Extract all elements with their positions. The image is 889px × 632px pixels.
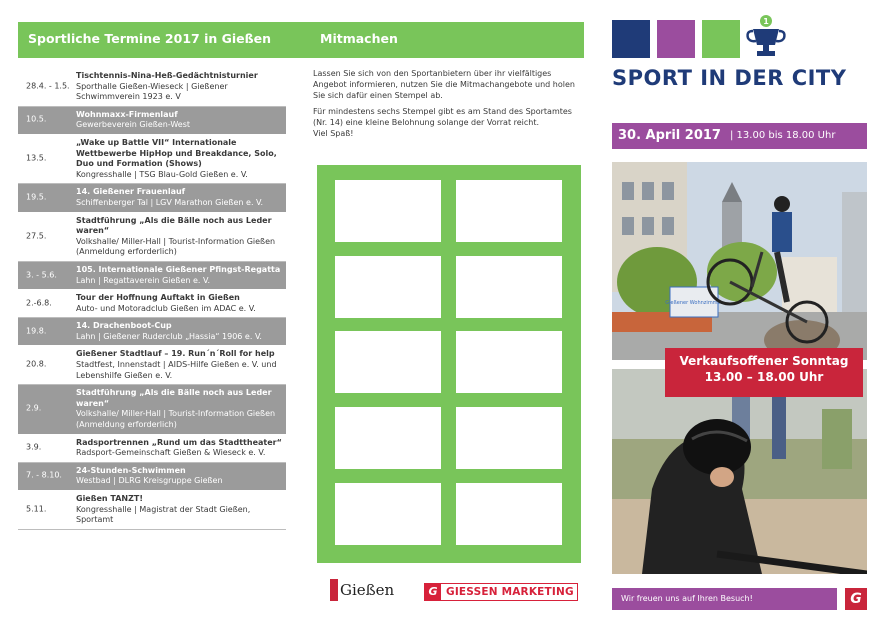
event-title: Stadtführung „Als die Bälle noch aus Leder waren“ — [76, 215, 272, 236]
event-date-label: 19.5. — [26, 192, 47, 202]
event-row — [18, 318, 286, 346]
bike-trial-photo — [612, 162, 867, 360]
navy-square — [612, 20, 650, 58]
event-title: Tischtennis-Nina-Heß-Gedächtnisturnier — [76, 71, 258, 80]
event-title: „Wake up Battle VII“ Internationale Wettbewerbe HipHop und Breakdance, Solo, Duo und Formation (Shows) — [76, 137, 277, 169]
mitmachen-text — [313, 68, 581, 144]
stamp-box — [335, 180, 441, 242]
event-title: Gießener Stadtlauf – 19. Run´n´Roll for help — [76, 349, 275, 359]
event-description: Radsport-Gemeinschaft Gießen & Wieseck e. V. — [76, 448, 266, 458]
event-date-label: 7. - 8.10. — [26, 471, 62, 481]
event-description: Sporthalle Gießen-Wieseck | Gießener Schwimmverein 1923 e. V — [76, 81, 228, 102]
mitmachen-paragraph-1: Lassen Sie sich von den Sportanbietern über ihr vielfältiges Angebot informieren, nutzen Sie die Mitmachangebote und holen Sie sich dafür einen Stempel ab. — [313, 69, 575, 100]
footer-bar — [612, 588, 837, 610]
purple-square — [657, 20, 695, 58]
date-bar — [612, 123, 867, 149]
event-date-label: 20.8. — [26, 360, 47, 370]
trophy-number: 1 — [763, 17, 769, 26]
marketing-logo-text: GIESSEN MARKETING — [446, 586, 574, 598]
event-title: 14. Gießener Frauenlauf — [76, 187, 186, 197]
event-title: Tour der Hoffnung Auftakt in Gießen — [76, 293, 240, 303]
marketing-g-icon: G — [425, 584, 441, 600]
baseball-illustration — [612, 369, 867, 574]
event-title: Radsportrennen „Rund um das Stadttheater“ — [76, 437, 282, 447]
mitmachen-paragraph-3: Viel Spaß! — [313, 129, 354, 138]
stamp-box — [456, 180, 562, 242]
mitmachen-paragraph-2: Für mindestens sechs Stempel gibt es am Stand des Sportamtes (Nr. 14) eine kleine Belohnung solange der Vorrat reicht. — [313, 107, 572, 127]
event-description: Auto- und Motoradclub Gießen im ADAC e. V. — [76, 303, 256, 313]
stamp-box — [335, 407, 441, 469]
event-description: Kongresshalle | TSG Blau-Gold Gießen e. V. — [76, 169, 248, 179]
sunday-line-1: Verkaufsoffener Sonntag — [679, 354, 849, 368]
stamp-card — [317, 165, 581, 563]
event-title: Wohnmaxx-Firmenlauf — [76, 109, 178, 119]
event-title: Stadtführung „Als die Bälle noch aus Leder waren“ — [76, 388, 272, 408]
mitmachen-heading: Mitmachen — [320, 31, 398, 46]
event-row — [18, 213, 286, 262]
stamp-box — [335, 256, 441, 318]
sunday-line-2: 13.00 – 18.00 Uhr — [704, 370, 824, 384]
event-description: Lahn | Gießener Ruderclub „Hassia“ 1906 e. V. — [76, 331, 262, 341]
event-description: Westbad | DLRG Kreisgruppe Gießen — [76, 476, 223, 486]
giessen-g-icon: G — [845, 588, 867, 610]
event-description: Gewerbeverein Gießen-West — [76, 120, 191, 130]
event-date: 30. April 2017 — [618, 128, 721, 143]
event-row — [18, 290, 286, 318]
event-date-label: 3.9. — [26, 442, 42, 452]
event-title: 105. Internationale Gießener Pfingst-Regatta — [76, 264, 281, 274]
giessen-marketing-logo — [424, 583, 578, 601]
footer-text: Wir freuen uns auf Ihren Besuch! — [621, 594, 753, 603]
event-row — [18, 491, 286, 530]
event-title: Gießen TANZT! — [76, 494, 144, 503]
trophy-icon — [743, 13, 789, 59]
event-row — [18, 435, 286, 463]
green-square — [702, 20, 740, 58]
event-date-label: 5.11. — [26, 504, 47, 514]
event-title: 24-Stunden-Schwimmen — [76, 465, 186, 475]
event-description: Stadtfest, Innenstadt | AIDS-Hilfe Gießen e. V. und Lebenshilfe Gießen e. V. — [76, 360, 277, 380]
event-row — [18, 107, 286, 135]
event-description: Lahn | Regattaverein Gießen e. V. — [76, 275, 210, 285]
event-date-label: 10.5. — [26, 115, 47, 125]
stamp-box — [456, 407, 562, 469]
event-row — [18, 262, 286, 290]
baseball-photo — [612, 369, 867, 574]
event-date-label: 27.5. — [26, 231, 47, 241]
events-list — [18, 68, 286, 530]
giessen-logo — [330, 577, 394, 603]
event-time: | 13.00 bis 18.00 Uhr — [730, 130, 836, 141]
event-row — [18, 385, 286, 434]
event-description: Volkshalle/ Miller-Hall | Tourist-Information Gießen (Anmeldung erforderlich) — [76, 236, 276, 257]
stamp-box — [335, 331, 441, 393]
giessen-logo-text: Gießen — [340, 581, 395, 599]
event-date-label: 28.4. - 1.5. — [26, 81, 70, 91]
stamp-box — [456, 483, 562, 545]
event-description: Kongresshalle | Magistrat der Stadt Gießen, Sportamt — [76, 504, 251, 525]
event-date-label: 19.8. — [26, 326, 47, 336]
event-date-label: 3. - 5.6. — [26, 270, 57, 280]
bike-trial-illustration — [612, 162, 867, 360]
stamp-box — [456, 256, 562, 318]
event-row — [18, 68, 286, 107]
event-row — [18, 135, 286, 184]
event-title: 14. Drachenboot-Cup — [76, 321, 172, 331]
header-bar — [18, 22, 584, 58]
brand-title: SPORT IN DER CITY — [612, 66, 847, 90]
event-date-label: 2.-6.8. — [26, 298, 52, 308]
sign-text: Gießener Wohnzimmer — [665, 300, 723, 306]
event-row — [18, 184, 286, 212]
stamp-box — [456, 331, 562, 393]
event-row — [18, 346, 286, 385]
events-heading: Sportliche Termine 2017 in Gießen — [28, 31, 271, 46]
event-description: Volkshalle/ Miller-Hall | Tourist-Information Gießen (Anmeldung erforderlich) — [76, 409, 276, 430]
event-date-label: 2.9. — [26, 404, 42, 414]
sunday-banner — [665, 348, 863, 397]
event-date-label: 13.5. — [26, 153, 47, 163]
stamp-box — [335, 483, 441, 545]
event-description: Schiffenberger Tal | LGV Marathon Gießen e. V. — [76, 197, 264, 207]
giessen-crest-icon — [330, 579, 338, 601]
event-row — [18, 463, 286, 491]
